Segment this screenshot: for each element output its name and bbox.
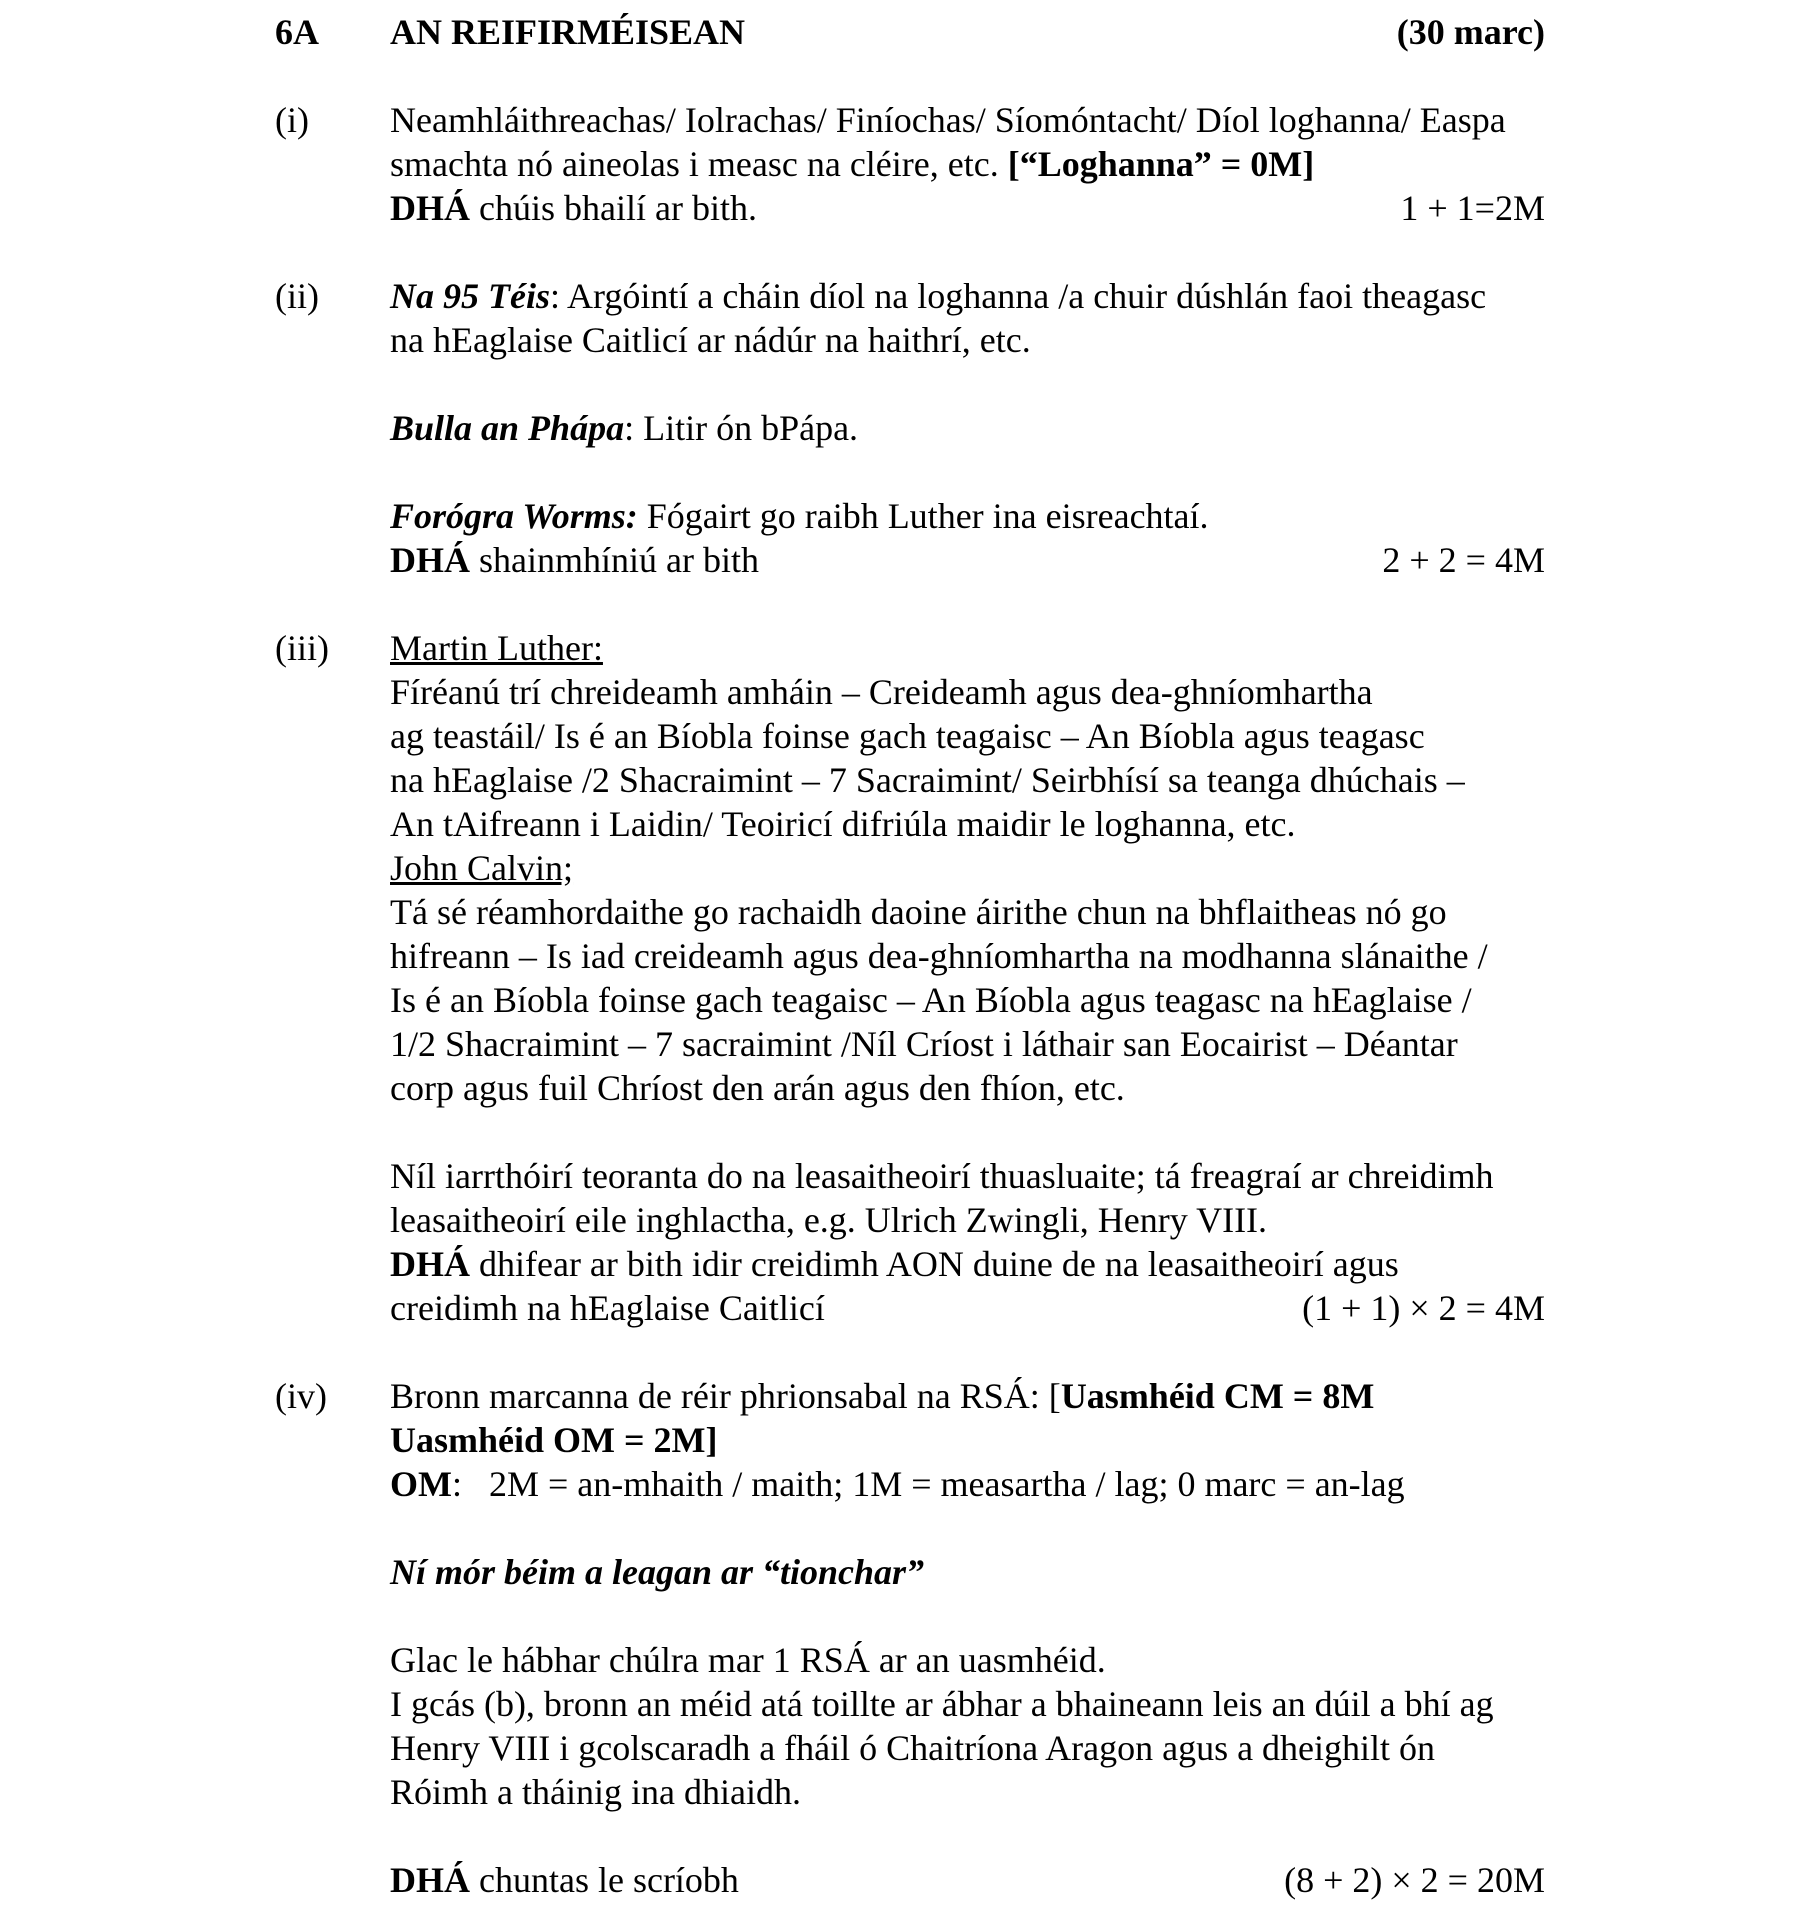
text-line bbox=[390, 1682, 1545, 1726]
blank-line bbox=[390, 1594, 1545, 1638]
text-line bbox=[390, 1066, 1545, 1110]
text-line bbox=[390, 1022, 1545, 1066]
line-text bbox=[390, 1726, 1435, 1770]
line-text bbox=[390, 846, 573, 890]
text-run: na hEaglaise Caitlicí ar nádúr na haithrí, etc. bbox=[390, 320, 1031, 360]
line-text bbox=[390, 1286, 825, 1330]
section-ii bbox=[0, 274, 1819, 582]
line-text bbox=[390, 318, 1031, 362]
section-content bbox=[390, 626, 1545, 1330]
blank-line bbox=[390, 1110, 1545, 1154]
line-text bbox=[390, 1682, 1494, 1726]
text-line bbox=[390, 538, 1545, 582]
text-run: na hEaglaise /2 Shacraimint – 7 Sacraimint/ Seirbhísí sa teanga dhúchais – bbox=[390, 760, 1465, 800]
blank-line bbox=[390, 1506, 1545, 1550]
text-run: Glac le hábhar chúlra mar 1 RSÁ ar an uasmhéid. bbox=[390, 1640, 1106, 1680]
text-line bbox=[390, 274, 1545, 318]
text-run: dhifear ar bith idir creidimh AON duine de na leasaitheoirí agus bbox=[470, 1244, 1399, 1284]
question-title-row bbox=[390, 10, 1545, 54]
section-content bbox=[390, 1374, 1545, 1902]
line-text bbox=[390, 274, 1486, 318]
line-text bbox=[390, 670, 1373, 714]
text-run: DHÁ bbox=[390, 188, 470, 228]
text-run: I gcás (b), bronn an méid atá toillte ar ábhar a bhaineann leis an dúil a bhí ag bbox=[390, 1684, 1494, 1724]
text-line bbox=[390, 1770, 1545, 1814]
text-line bbox=[390, 714, 1545, 758]
text-run: chuntas le scríobh bbox=[470, 1860, 739, 1900]
text-line bbox=[390, 758, 1545, 802]
text-line bbox=[390, 406, 1545, 450]
line-text bbox=[390, 714, 1425, 758]
text-line bbox=[390, 934, 1545, 978]
text-run: Bronn marcanna de réir phrionsabal na RSÁ: [ bbox=[390, 1376, 1061, 1416]
line-text bbox=[390, 1550, 924, 1594]
section-label: (i) bbox=[275, 100, 309, 140]
text-line bbox=[390, 1858, 1545, 1902]
line-text bbox=[390, 494, 1209, 538]
text-line bbox=[390, 1154, 1545, 1198]
text-run: shainmhíniú ar bith bbox=[470, 540, 759, 580]
section-label: (iv) bbox=[275, 1376, 327, 1416]
text-line bbox=[390, 1550, 1545, 1594]
line-text bbox=[390, 1638, 1106, 1682]
text-run: An tAifreann i Laidin/ Teoiricí difriúla maidir le loghanna, etc. bbox=[390, 804, 1296, 844]
text-run: chúis bhailí ar bith. bbox=[470, 188, 757, 228]
text-run: Ní mór béim a leagan ar “tionchar” bbox=[390, 1552, 925, 1592]
text-run: DHÁ bbox=[390, 540, 470, 580]
section-content bbox=[390, 274, 1545, 582]
total-marks: (30 marc) bbox=[1396, 12, 1545, 52]
text-run: ag teastáil/ Is é an Bíobla foinse gach teagaisc – An Bíobla agus teagasc bbox=[390, 716, 1425, 756]
line-text bbox=[390, 1066, 1125, 1110]
question-number: 6A bbox=[275, 12, 319, 52]
line-text bbox=[390, 802, 1296, 846]
text-run: smachta nó aineolas i measc na cléire, etc. bbox=[390, 144, 1008, 184]
text-run: John Calvin; bbox=[390, 848, 574, 888]
line-text bbox=[390, 1022, 1458, 1066]
text-run: leasaitheoirí eile inghlactha, e.g. Ulrich Zwingli, Henry VIII. bbox=[390, 1200, 1268, 1240]
text-line bbox=[390, 1198, 1545, 1242]
text-run: [“Loghanna” = 0M] bbox=[1007, 144, 1315, 184]
text-line bbox=[390, 626, 1545, 670]
text-run: Fógairt go raibh Luther ina eisreachtaí. bbox=[637, 496, 1209, 536]
text-line bbox=[390, 1726, 1545, 1770]
marks-value: (8 + 2) × 2 = 20M bbox=[1284, 1860, 1545, 1900]
line-text bbox=[390, 1462, 1405, 1506]
text-run: Róimh a tháinig ina dhiaidh. bbox=[390, 1772, 801, 1812]
line-text bbox=[390, 890, 1447, 934]
text-line bbox=[390, 494, 1545, 538]
text-line bbox=[390, 318, 1545, 362]
text-run: 1/2 Shacraimint – 7 sacraimint /Níl Críost i láthair san Eocairist – Déantar bbox=[390, 1024, 1458, 1064]
text-line bbox=[390, 1638, 1545, 1682]
blank-line bbox=[390, 1814, 1545, 1858]
line-text bbox=[390, 626, 603, 670]
text-run: corp agus fuil Chríost den arán agus den fhíon, etc. bbox=[390, 1068, 1125, 1108]
text-line bbox=[390, 186, 1545, 230]
text-run: Forógra Worms: bbox=[390, 496, 638, 536]
blank-line bbox=[390, 450, 1545, 494]
text-line bbox=[390, 1242, 1545, 1286]
blank-line bbox=[390, 362, 1545, 406]
text-run: Is é an Bíobla foinse gach teagaisc – An Bíobla agus teagasc na hEaglaise / bbox=[390, 980, 1472, 1020]
text-run: : Litir ón bPápa. bbox=[624, 408, 859, 448]
text-line bbox=[390, 802, 1545, 846]
line-text bbox=[390, 934, 1488, 978]
line-text bbox=[390, 1418, 717, 1462]
text-run: Fíréanú trí chreideamh amháin – Creideamh agus dea-ghníomhartha bbox=[390, 672, 1373, 712]
text-line bbox=[390, 1286, 1545, 1330]
marks-value: 2 + 2 = 4M bbox=[1382, 540, 1545, 580]
line-text bbox=[390, 1242, 1399, 1286]
section-label: (ii) bbox=[275, 276, 319, 316]
section-content bbox=[390, 98, 1545, 230]
text-run: Bulla an Phápa bbox=[390, 408, 625, 448]
question-header bbox=[0, 10, 1819, 54]
text-line bbox=[390, 978, 1545, 1022]
text-run: creidimh na hEaglaise Caitlicí bbox=[390, 1288, 825, 1328]
line-text bbox=[390, 1770, 801, 1814]
question-sections bbox=[0, 98, 1819, 1902]
line-text bbox=[390, 1374, 1374, 1418]
text-run: : Argóintí a cháin díol na loghanna /a chuir dúshlán faoi theagasc bbox=[549, 276, 1487, 316]
text-run: Níl iarrthóirí teoranta do na leasaitheoirí thuasluaite; tá freagraí ar chreidimh bbox=[390, 1156, 1494, 1196]
section-iii bbox=[0, 626, 1819, 1330]
line-text bbox=[390, 186, 757, 230]
text-line bbox=[390, 98, 1545, 142]
text-line bbox=[390, 670, 1545, 714]
text-line bbox=[390, 1418, 1545, 1462]
line-text bbox=[390, 1858, 739, 1902]
text-run: : 2M = an-mhaith / maith; 1M = measartha / lag; 0 marc = an-lag bbox=[451, 1464, 1405, 1504]
text-line bbox=[390, 1462, 1545, 1506]
text-run: OM bbox=[390, 1464, 452, 1504]
text-run: Uasmhéid OM = 2M] bbox=[390, 1420, 718, 1460]
text-run: Tá sé réamhordaithe go rachaidh daoine áirithe chun na bhflaitheas nó go bbox=[390, 892, 1447, 932]
line-text bbox=[390, 1198, 1267, 1242]
text-run: DHÁ bbox=[390, 1244, 470, 1284]
line-text bbox=[390, 538, 759, 582]
section-label: (iii) bbox=[275, 628, 329, 668]
marks-value: (1 + 1) × 2 = 4M bbox=[1302, 1288, 1545, 1328]
section-i bbox=[0, 98, 1819, 230]
text-run: Neamhláithreachas/ Iolrachas/ Finíochas/ Síomóntacht/ Díol loghanna/ Easpa bbox=[390, 100, 1506, 140]
line-text bbox=[390, 1154, 1494, 1198]
marks-value: 1 + 1=2M bbox=[1400, 188, 1545, 228]
text-run: Martin Luther: bbox=[390, 628, 603, 668]
line-text bbox=[390, 978, 1472, 1022]
text-run: hifreann – Is iad creideamh agus dea-ghníomhartha na modhanna slánaithe / bbox=[390, 936, 1488, 976]
text-run: Uasmhéid CM = 8M bbox=[1060, 1376, 1375, 1416]
text-line bbox=[390, 1374, 1545, 1418]
text-run: Henry VIII i gcolscaradh a fháil ó Chaitríona Aragon agus a dheighilt ón bbox=[390, 1728, 1436, 1768]
text-run: Na 95 Téis bbox=[390, 276, 550, 316]
text-run: DHÁ bbox=[390, 1860, 470, 1900]
line-text bbox=[390, 98, 1506, 142]
section-iv bbox=[0, 1374, 1819, 1902]
text-line bbox=[390, 846, 1545, 890]
line-text bbox=[390, 406, 858, 450]
question-title: AN REIFIRMÉISEAN bbox=[390, 12, 746, 52]
text-line bbox=[390, 890, 1545, 934]
text-line bbox=[390, 142, 1545, 186]
line-text bbox=[390, 142, 1314, 186]
line-text bbox=[390, 758, 1465, 802]
